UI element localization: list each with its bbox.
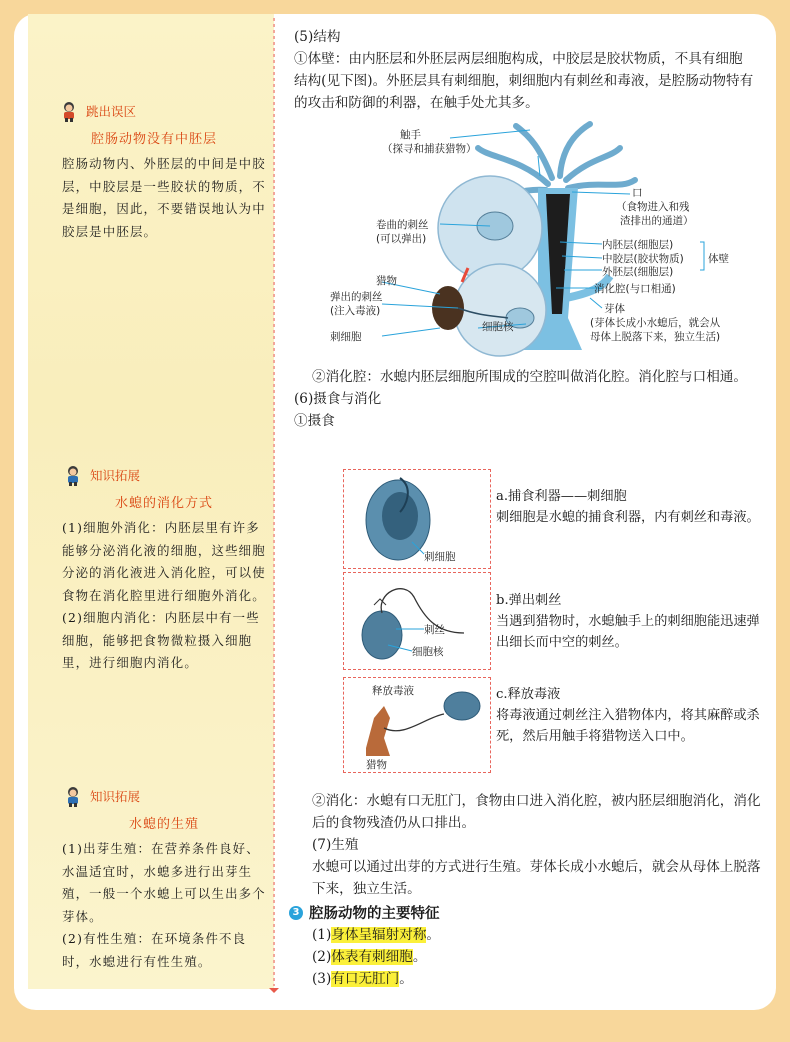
paragraph: 水螅可以通过出芽的方式进行生殖。芽体长成小水螅后，就会从母体上脱落下来，独立生活。: [312, 859, 761, 897]
mascot-icon: [62, 785, 84, 807]
main-content-2: [294, 366, 764, 432]
section-heading: (5)结构: [294, 29, 341, 45]
feature-highlight: 身体呈辐射对称: [331, 927, 427, 943]
label-tentacle-sub: （探寻和捕获猎物）: [382, 143, 477, 155]
feature-item: (1)身体呈辐射对称。: [312, 927, 441, 943]
sidebar-text: 腔肠动物内、外胚层的中间是中胶层，中胶层是一些胶状的物质，不是细胞，因此，不要错误地认为中胶层是中胚层。: [62, 156, 266, 239]
label-prey-c: 猎物: [366, 759, 387, 771]
main-content-3: [312, 790, 764, 900]
panel-c-image: [343, 677, 491, 773]
mascot-icon: [62, 464, 84, 486]
feature-highlight: 有口无肛门: [331, 971, 400, 987]
hydra-structure-figure: [290, 118, 760, 366]
sidebar-text: (2)有性生殖：在环境条件不良时，水螅进行有性生殖。: [62, 931, 247, 969]
feature-item: (2)体表有刺细胞。: [312, 949, 427, 965]
sidebar-text: (2)细胞内消化：内胚层中有一些细胞，能够把食物微粒摄入细胞里，进行细胞内消化。: [62, 610, 260, 670]
paragraph: ②消化：水螅有口无肛门，食物由口进入消化腔，被内胚层细胞消化，消化后的食物残渣仍从口排出。: [312, 793, 761, 831]
label-bud-sub1: (芽体长成小水螅后，就会从: [590, 317, 721, 329]
panel-c-caption: [496, 684, 764, 747]
panel-c-title: c.释放毒液: [496, 687, 561, 702]
sub-heading: ①摄食: [294, 413, 335, 429]
page-marker-icon: [269, 988, 279, 993]
label-ejected-sub: (注入毒液): [330, 305, 381, 317]
label-bud-sub2: 母体上脱落下来，独立生活): [590, 331, 721, 343]
sidebar-title: 水螅的消化方式: [114, 496, 213, 511]
label-ectoderm: 外胚层(细胞层): [602, 266, 674, 278]
panel-b-text: 当遇到猎物时，水螅触手上的刺细胞能迅速弹出细长而中空的刺丝。: [496, 614, 760, 650]
section-number-badge: 3: [289, 906, 303, 920]
sidebar-tag: 知识拓展: [90, 789, 141, 804]
panel-b-image: [343, 572, 491, 670]
panel-c-text: 将毒液通过刺丝注入猎物体内，将其麻醉或杀死，然后用触手将猎物送入口中。: [496, 708, 760, 744]
label-prey: 猎物: [376, 275, 397, 287]
mascot-icon: [58, 100, 80, 122]
sidebar-title: 水螅的生殖: [128, 817, 199, 832]
label-mouth: 口: [632, 187, 643, 199]
label-body-wall: 体壁: [708, 253, 729, 265]
panel-a-text: 刺细胞是水螅的捕食利器，内有刺丝和毒液。: [496, 510, 760, 525]
label-bud: 芽体: [604, 303, 625, 315]
section-3-heading: [289, 902, 440, 923]
label-coiled-sub: (可以弹出): [376, 233, 427, 245]
panel-a-image: [343, 469, 491, 569]
label-mouth-sub1: （食物进入和残: [616, 201, 690, 213]
panel-a-title: a.捕食利器——刺细胞: [496, 489, 627, 504]
label-nucleus: 细胞核: [482, 321, 514, 333]
sidebar-tag: 知识拓展: [90, 468, 141, 483]
paragraph: ①体壁：由内胚层和外胚层两层细胞构成，中胶层是胶状物质，不具有细胞结构(见下图)。外胚层具有刺细胞，刺细胞内有刺丝和毒液，是腔肠动物特有的攻击和防御的利器，在触手处尤其多。: [294, 51, 754, 111]
panel-a-caption: [496, 486, 764, 528]
sidebar-box-reproduction: [38, 785, 270, 973]
label-coiled: 卷曲的刺丝: [376, 219, 429, 231]
sidebar-tag: 跳出误区: [86, 104, 137, 119]
label-cnidocyte: 刺细胞: [330, 331, 362, 343]
section-title: 腔肠动物的主要特征: [309, 906, 440, 922]
feature-item: (3)有口无肛门。: [312, 971, 413, 987]
sidebar-title: 腔肠动物没有中胚层: [90, 132, 217, 147]
label-release: 释放毒液: [372, 685, 414, 697]
sidebar-box-digestion: [38, 464, 270, 675]
sidebar-box-misconception: [38, 100, 270, 243]
label-endoderm: 内胚层(细胞层): [602, 239, 674, 251]
main-content: [294, 26, 764, 114]
panel-b-title: b.弹出刺丝: [496, 593, 562, 608]
label-cavity: 消化腔(与口相通): [594, 283, 676, 295]
label-mouth-sub2: 渣排出的通道）: [620, 215, 694, 227]
feature-list: [312, 924, 440, 990]
section-heading: (7)生殖: [312, 837, 359, 853]
label-nucleus-b: 细胞核: [412, 646, 444, 658]
label-tentacle: 触手: [400, 129, 421, 141]
label-mesoglea: 中胶层(胶状物质): [602, 253, 684, 265]
section-heading: (6)摄食与消化: [294, 391, 382, 407]
feature-highlight: 体表有刺细胞: [331, 949, 413, 965]
sidebar-text: (1)细胞外消化：内胚层里有许多能够分泌消化液的细胞，这些细胞分泌的消化液进入消化腔，可以使食物在消化腔里进行细胞外消化。: [62, 520, 266, 603]
label-ejected: 弹出的刺丝: [330, 291, 383, 303]
panel-b-caption: [496, 590, 764, 653]
paragraph: ②消化腔：水螅内胚层细胞所围成的空腔叫做消化腔。消化腔与口相通。: [312, 369, 747, 385]
sidebar-text: (1)出芽生殖：在营养条件良好、水温适宜时，水螅多进行出芽生殖，一般一个水螅上可以生出多个芽体。: [62, 841, 266, 924]
column-divider: [273, 18, 275, 986]
label-thread: 刺丝: [424, 624, 445, 636]
label-cnidocyte-a: 刺细胞: [424, 551, 456, 563]
